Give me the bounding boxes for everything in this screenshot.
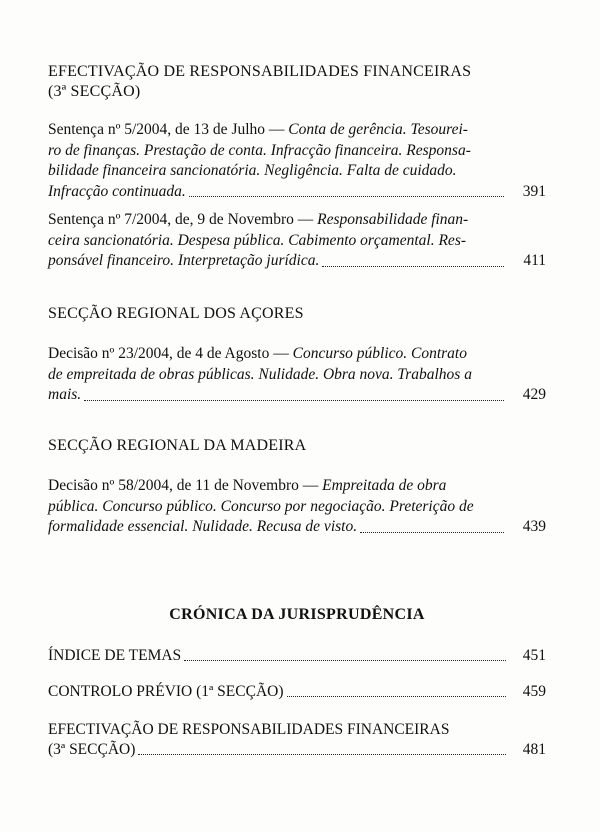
toc-entry	[48, 344, 546, 406]
chronicle-title-block	[48, 606, 546, 624]
chronicle-label: CONTROLO PRÉVIO (1ª SECÇÃO)	[48, 683, 284, 700]
section-madeira	[48, 436, 546, 456]
entry-keywords: ceira sancionatória. Despesa pública. Cabimento orçamental. Res-	[48, 231, 467, 249]
entry-lead: Decisão nº 58/2004, de 11 de Novembro —	[48, 477, 323, 494]
entry-keywords: formalidade essencial. Nulidade. Recusa de visto.	[48, 518, 358, 535]
section-heading: SECÇÃO REGIONAL DOS AÇORES	[48, 305, 304, 322]
entry-keywords: Empreitada de obra	[322, 477, 447, 494]
entry-keywords: Conta de gerência. Tesourei-	[288, 121, 468, 138]
toc-entry	[48, 476, 546, 538]
page-number: 391	[522, 182, 546, 200]
entry-keywords: mais.	[48, 386, 82, 403]
entry-keywords: Infracção continuada.	[48, 182, 186, 200]
chronicle-title: CRÓNICA DA JURISPRUDÊNCIA	[169, 606, 425, 623]
page-number: 429	[522, 386, 546, 403]
toc-entry	[48, 120, 546, 202]
entry-lead: Sentença nº 7/2004, de, 9 de Novembro —	[48, 211, 318, 228]
entry-keywords: ro de finanças. Prestação de conta. Infracção financeira. Responsa-	[48, 141, 471, 159]
entry-keywords: Responsabilidade finan-	[317, 211, 469, 228]
page-number: 459	[522, 683, 546, 700]
chronicle-label: EFECTIVAÇÃO DE RESPONSABILIDADES FINANCEIRAS	[48, 721, 450, 738]
page-number: 481	[522, 741, 546, 758]
section-heading: SECÇÃO REGIONAL DA MADEIRA	[48, 437, 307, 454]
page-number: 439	[522, 518, 546, 535]
entry-keywords: Concurso público. Contrato	[292, 345, 467, 362]
entry-lead: Decisão nº 23/2004, de 4 de Agosto —	[48, 345, 293, 362]
page-number: 411	[523, 252, 546, 269]
entry-lead: Sentença nº 5/2004, de 13 de Julho —	[48, 121, 289, 138]
chronicle-label: ÍNDICE DE TEMAS	[48, 647, 182, 664]
entry-keywords: bilidade financeira sancionatória. Negligência. Falta de cuidado.	[48, 162, 457, 179]
section-efectivacao	[48, 62, 546, 102]
section-acores	[48, 304, 546, 324]
chronicle-item	[48, 682, 546, 702]
entry-keywords: de empreitada de obras públicas. Nulidade. Obra nova. Trabalhos a	[48, 365, 472, 383]
entry-keywords: ponsável financeiro. Interpretação jurídica.	[48, 252, 320, 269]
entry-keywords: pública. Concurso público. Concurso por negociação. Preterição de	[48, 497, 474, 515]
page-number: 451	[522, 647, 546, 664]
toc-entry	[48, 210, 546, 272]
chronicle-item	[48, 720, 546, 760]
section-heading-cont: (3ª SECÇÃO)	[48, 83, 141, 100]
chronicle-label-cont: (3ª SECÇÃO)	[48, 741, 136, 758]
chronicle-item	[48, 646, 546, 666]
section-heading: EFECTIVAÇÃO DE RESPONSABILIDADES FINANCEIRAS	[48, 63, 472, 80]
